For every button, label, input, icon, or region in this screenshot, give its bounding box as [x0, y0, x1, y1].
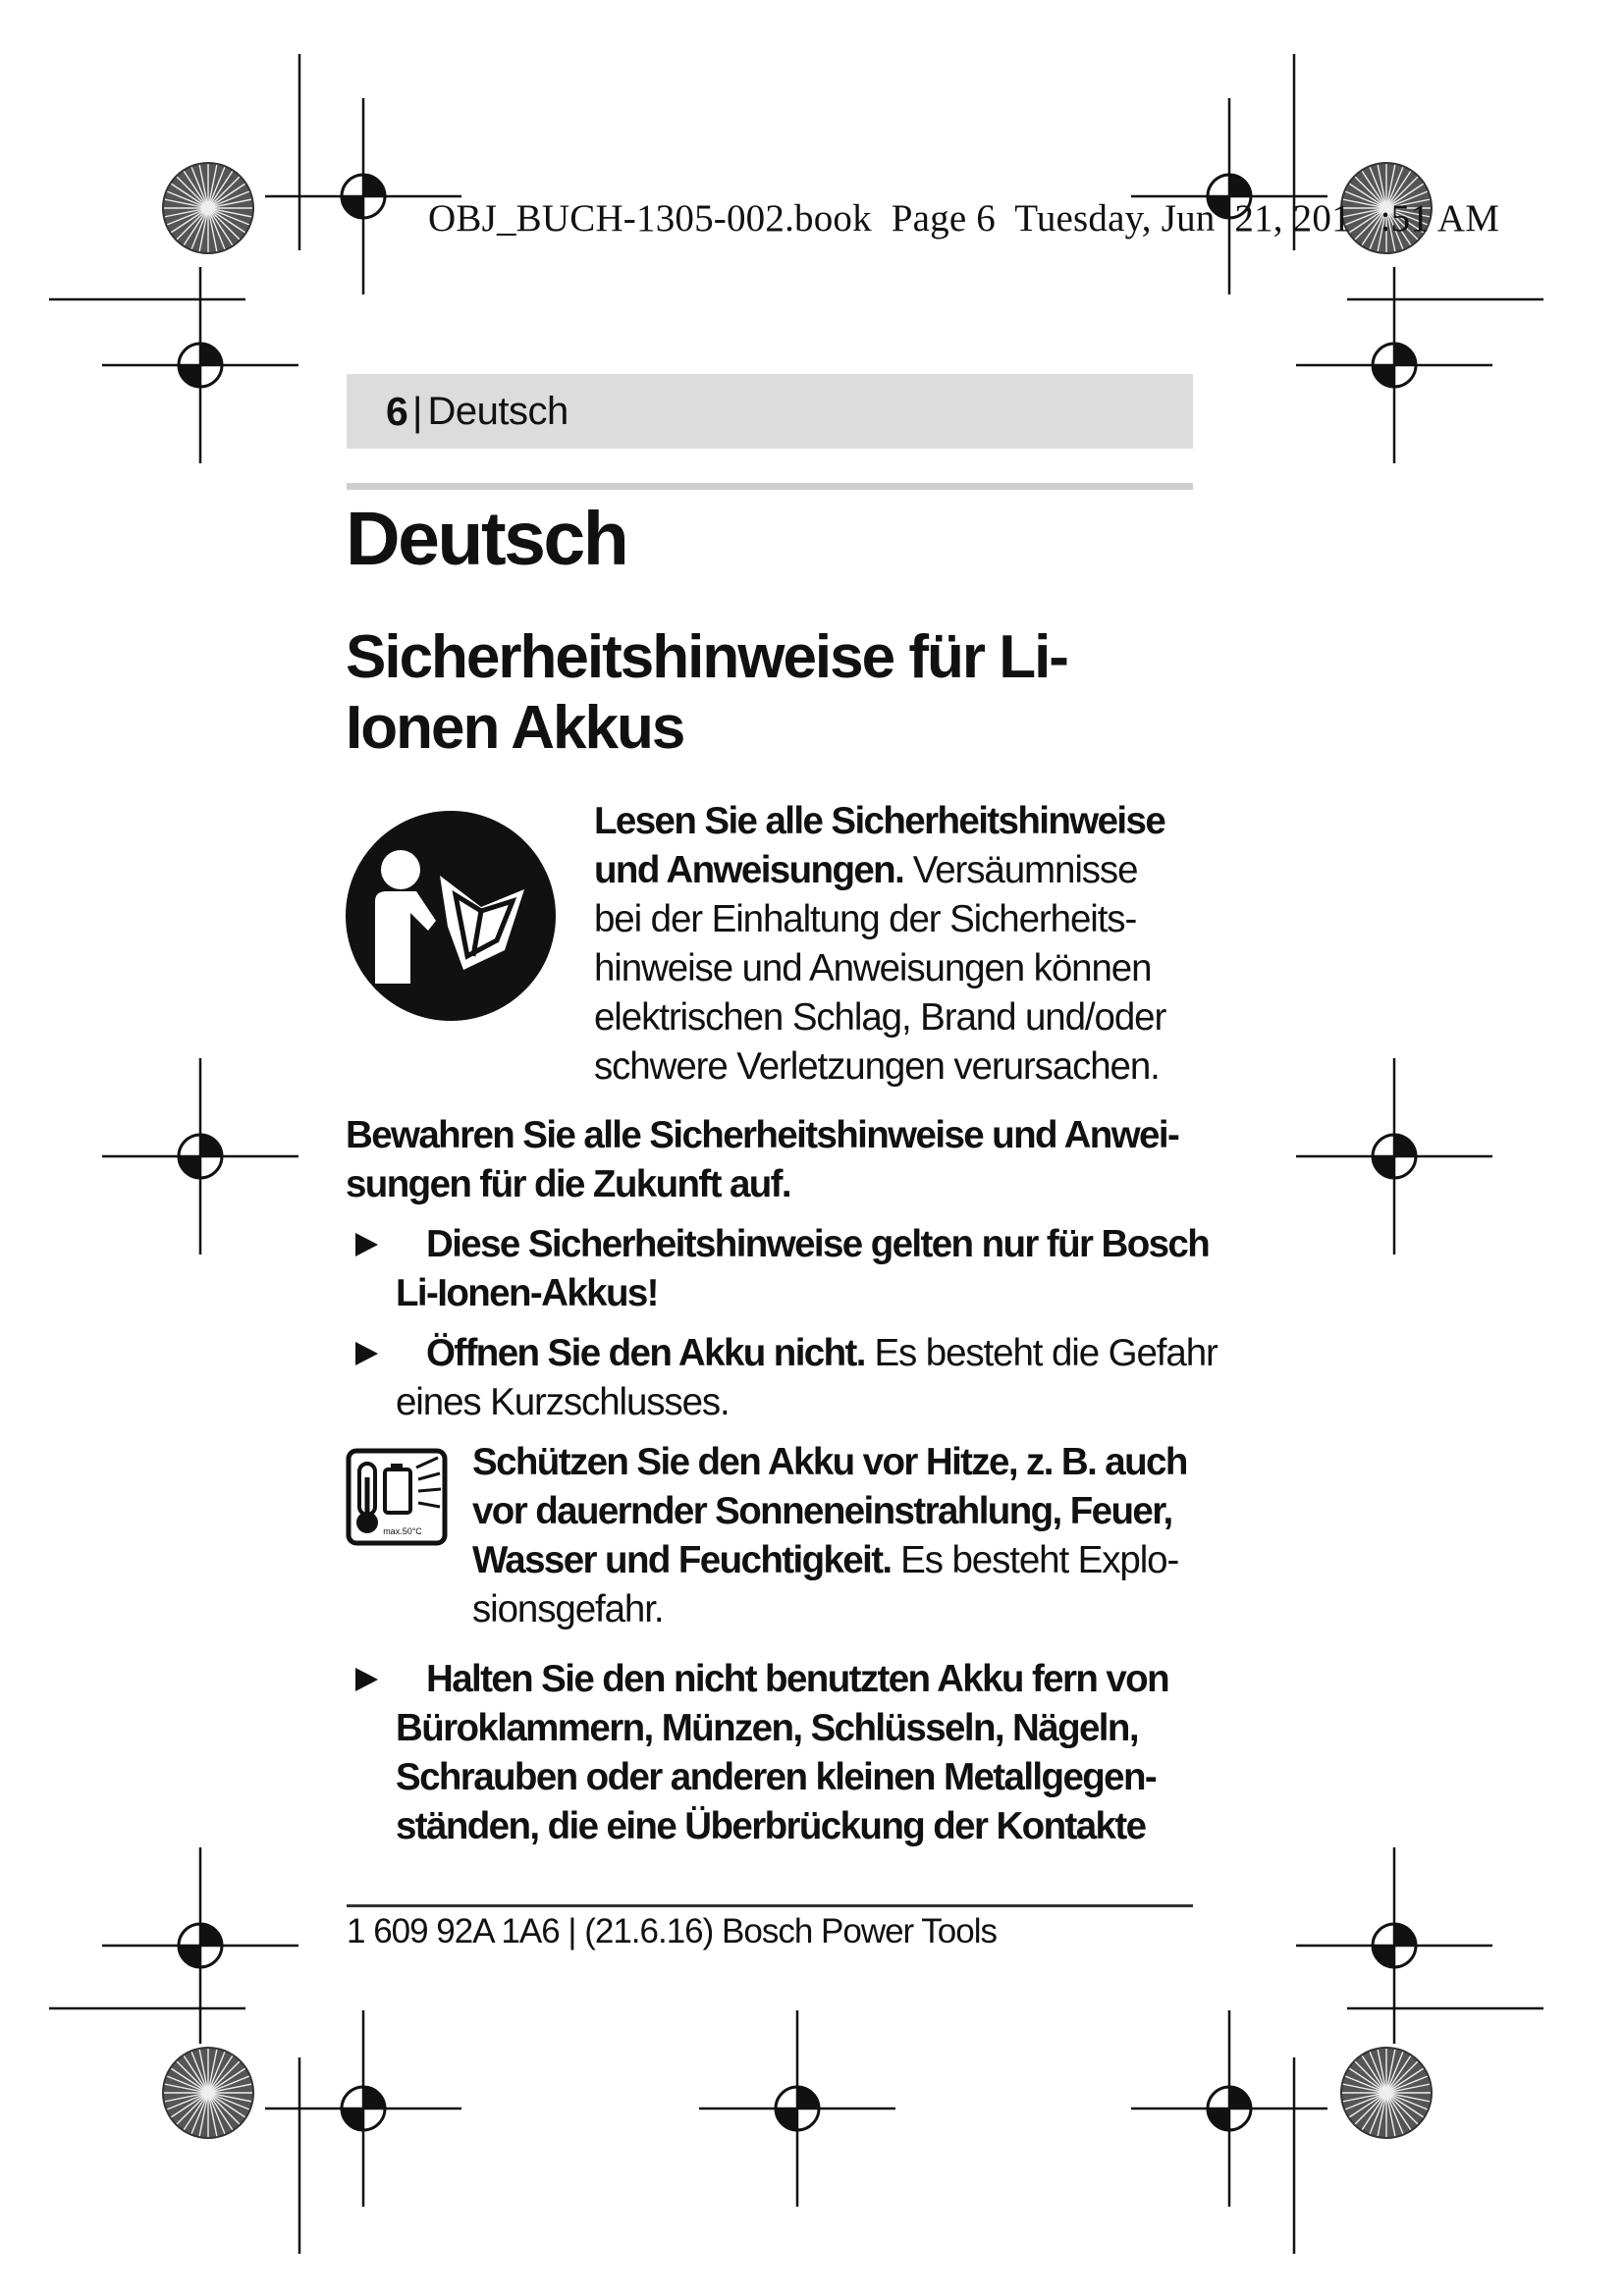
item-3-bold: Schützen Sie den Akku vor Hitze, z. B. auch vor dauernder Sonneneinstrahlung, Feuer, Wasser und Feuchtigkeit. — [472, 1441, 1187, 1581]
list-item — [396, 1329, 1240, 1427]
page-number: 6 — [386, 388, 407, 434]
heat-protection-icon — [346, 1448, 448, 1546]
list-item — [396, 1220, 1220, 1318]
running-head — [347, 374, 1193, 449]
item-3-text: Es besteht Explosionsgefahr. — [472, 1539, 1180, 1630]
item-2-bold: Öffnen Sie den Akku nicht. — [426, 1332, 865, 1374]
item-4-bold: Halten Sie den nicht benutzten Akku fern von Büroklammern, Münzen, Schlüsseln, Nägeln, Schrauben oder anderen kleinen Metallgegenständen, die eine Überbrückung der Kontakte — [396, 1658, 1169, 1847]
bullet-arrow-icon — [355, 1342, 378, 1365]
bullet-arrow-icon — [355, 1233, 378, 1256]
head-rule — [347, 483, 1193, 490]
item-2-text: Es besteht die Gefahr eines Kurzschlusses. — [396, 1332, 1218, 1423]
section-title: Sicherheitshinweise für Li-Ionen Akkus — [346, 623, 1067, 762]
running-head-separator: | — [411, 388, 423, 434]
bullet-arrow-icon — [355, 1668, 378, 1691]
running-head-language: Deutsch — [427, 389, 568, 433]
intro-bold: Lesen Sie alle Sicherheitshinweise und Anweisungen. — [594, 800, 1165, 891]
list-item — [472, 1438, 1199, 1634]
intro-text: Versäumnisse bei der Einhaltung der Sicherheitshinweise und Anweisungen können elektrischen Schlag, Brand und/oder schwere Verletzungen verursachen. — [594, 849, 1166, 1088]
footer-rule — [347, 1904, 1193, 1907]
page-title: Deutsch — [346, 497, 627, 581]
list-item — [396, 1655, 1220, 1851]
intro-paragraph — [594, 797, 1183, 1092]
read-manual-icon — [346, 811, 556, 1021]
keep-notice — [346, 1111, 1198, 1209]
heat-icon-label: max.50°C — [383, 1526, 422, 1536]
item-1-bold: Diese Sicherheitshinweise gelten nur für Bosch Li-Ionen-Akkus! — [396, 1223, 1210, 1314]
page-footer: 1 609 92A 1A6 | (21.6.16) Bosch Power Tools — [347, 1912, 998, 1950]
print-job-header: OBJ_BUCH-1305-002.book Page 6 Tuesday, Jun 21, 201 :51 AM — [428, 197, 1500, 240]
keep-notice-text: Bewahren Sie alle Sicherheitshinweise und Anweisungen für die Zukunft auf. — [346, 1114, 1180, 1205]
